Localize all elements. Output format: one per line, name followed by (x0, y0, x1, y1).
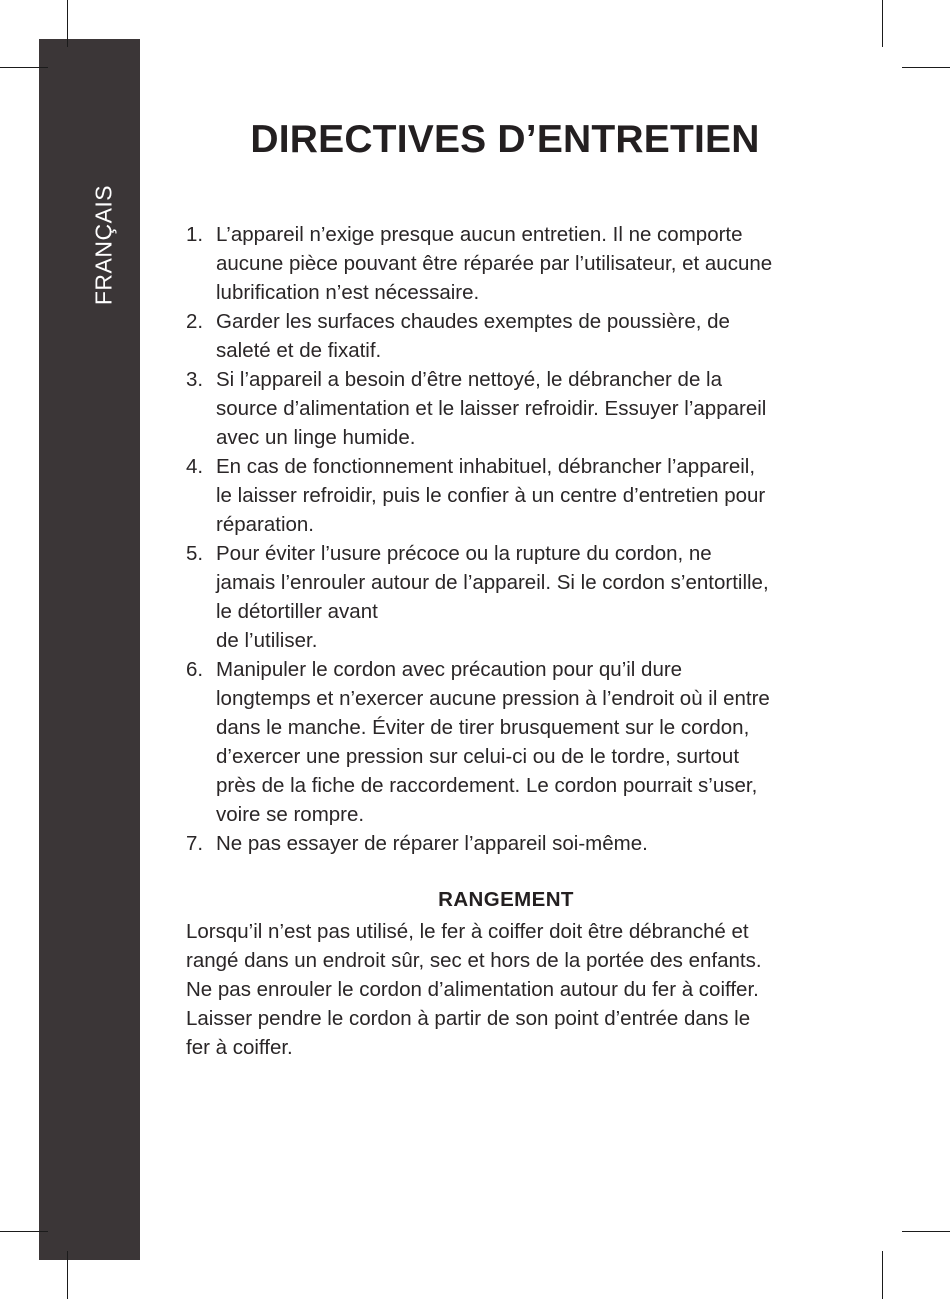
instruction-number: 3. (186, 368, 204, 391)
instruction-item (186, 655, 836, 829)
instruction-line: En cas de fonctionnement inhabituel, débrancher l’appareil, (216, 455, 756, 478)
storage-line: Ne pas enrouler le cordon d’alimentation autour du fer à coiffer. (186, 978, 759, 1001)
storage-line: Laisser pendre le cordon à partir de son point d’entrée dans le (186, 1007, 751, 1030)
instruction-line: Si l’appareil a besoin d’être nettoyé, le débrancher de la (216, 368, 722, 391)
instruction-line: de l’utiliser. (216, 629, 318, 652)
instruction-line: près de la fiche de raccordement. Le cordon pourrait s’user, (216, 774, 758, 797)
crop-mark-bottom-left-horizontal (0, 1231, 48, 1232)
instruction-line: Manipuler le cordon avec précaution pour qu’il dure (216, 658, 683, 681)
crop-mark-top-left-vertical (67, 0, 68, 47)
instruction-line: d’exercer une pression sur celui-ci ou de le tordre, surtout (216, 745, 740, 768)
instruction-item (186, 307, 836, 365)
instruction-item (186, 220, 836, 307)
storage-line: rangé dans un endroit sûr, sec et hors de la portée des enfants. (186, 949, 762, 972)
instruction-item (186, 829, 836, 858)
language-sidebar (39, 39, 140, 1260)
crop-mark-top-right-vertical (882, 0, 883, 47)
crop-mark-top-right-horizontal (902, 67, 950, 68)
maintenance-instructions-list (186, 220, 836, 858)
page-title: DIRECTIVES D’ENTRETIEN (250, 118, 760, 161)
language-label: FRANÇAIS (90, 184, 117, 306)
instruction-line: jamais l’enrouler autour de l’appareil. Si le cordon s’entortille, (216, 571, 769, 594)
instruction-line: réparation. (216, 513, 315, 536)
instruction-item (186, 539, 836, 655)
instruction-number: 1. (186, 223, 204, 246)
crop-mark-bottom-right-horizontal (902, 1231, 950, 1232)
instruction-line: avec un linge humide. (216, 426, 416, 449)
crop-mark-top-left-horizontal (0, 67, 48, 68)
instruction-line: saleté et de fixatif. (216, 339, 382, 362)
instruction-line: lubrification n’est nécessaire. (216, 281, 480, 304)
storage-line: Lorsqu’il n’est pas utilisé, le fer à coiffer doit être débranché et (186, 920, 749, 943)
instruction-item (186, 365, 836, 452)
instruction-number: 4. (186, 455, 204, 478)
instruction-line: Ne pas essayer de réparer l’appareil soi-même. (216, 832, 648, 855)
storage-paragraph (186, 917, 836, 1062)
instruction-number: 7. (186, 832, 204, 855)
instruction-line: le laisser refroidir, puis le confier à un centre d’entretien pour (216, 484, 766, 507)
instruction-item (186, 452, 836, 539)
crop-mark-bottom-right-vertical (882, 1251, 883, 1299)
storage-line: fer à coiffer. (186, 1036, 293, 1059)
instruction-line: aucune pièce pouvant être réparée par l’utilisateur, et aucune (216, 252, 773, 275)
instruction-line: source d’alimentation et le laisser refroidir. Essuyer l’appareil (216, 397, 767, 420)
storage-heading: RANGEMENT (438, 888, 574, 911)
crop-mark-bottom-left-vertical (67, 1251, 68, 1299)
instruction-line: Garder les surfaces chaudes exemptes de poussière, de (216, 310, 730, 333)
instruction-line: voire se rompre. (216, 803, 365, 826)
instruction-line: Pour éviter l’usure précoce ou la rupture du cordon, ne (216, 542, 712, 565)
instruction-line: le détortiller avant (216, 600, 378, 623)
instruction-number: 2. (186, 310, 204, 333)
instruction-number: 5. (186, 542, 204, 565)
instruction-line: L’appareil n’exige presque aucun entretien. Il ne comporte (216, 223, 743, 246)
instruction-number: 6. (186, 658, 204, 681)
instruction-line: dans le manche. Éviter de tirer brusquement sur le cordon, (216, 716, 750, 739)
instruction-line: longtemps et n’exercer aucune pression à l’endroit où il entre (216, 687, 770, 710)
